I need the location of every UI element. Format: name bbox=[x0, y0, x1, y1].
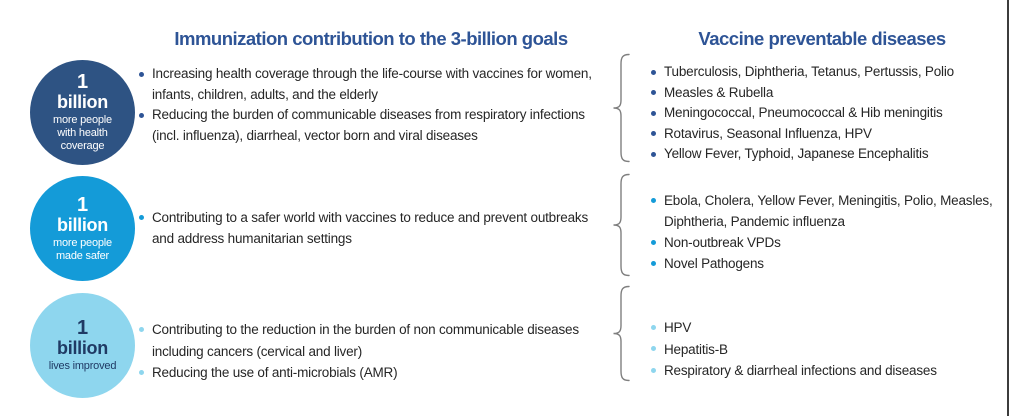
goals-column-header: Immunization contribution to the 3-billion goals bbox=[174, 28, 568, 49]
disease-bullet: Yellow Fever, Typhoid, Japanese Encephalitis bbox=[650, 144, 1002, 165]
circle-sublabel-line: made safer bbox=[55, 249, 109, 262]
disease-bullet: Ebola, Cholera, Yellow Fever, Meningitis, Polio, Measles, Diphtheria, Pandemic influenza bbox=[650, 190, 1002, 232]
disease-bullet: Respiratory & diarrheal infections and diseases bbox=[650, 360, 1002, 382]
circle-number: 1 bbox=[76, 71, 89, 93]
brace-row1-icon bbox=[611, 53, 631, 163]
circle-sublabel-line: more people bbox=[53, 114, 112, 126]
disease-bullet: Non-outbreak VPDs bbox=[650, 232, 1002, 253]
disease-bullet: Measles & Rubella bbox=[650, 83, 1002, 104]
circle-unit: billion bbox=[57, 338, 108, 358]
goal-bullet: Reducing the burden of communicable diseases from respiratory infections (incl. influenza), diarrheal, vector born and viral diseases bbox=[138, 105, 596, 146]
goal-bullet: Increasing health coverage through the life-course with vaccines for women, infants, children, adults, and the elderly bbox=[138, 64, 596, 105]
goals-list-row3 bbox=[138, 319, 596, 384]
disease-bullet: Rotavirus, Seasonal Influenza, HPV bbox=[650, 124, 1002, 145]
goal-bullet: Reducing the use of anti-microbials (AMR) bbox=[138, 362, 596, 384]
circle-1-billion-made-safer bbox=[30, 176, 135, 281]
circle-number: 1 bbox=[76, 193, 89, 216]
circle-sublabel bbox=[49, 360, 117, 373]
goals-list-row1 bbox=[138, 64, 596, 146]
circle-number: 1 bbox=[76, 317, 89, 339]
circle-sublabel-line: lives improved bbox=[48, 360, 117, 372]
circle-sublabel-line: more people bbox=[53, 236, 112, 249]
circle-unit: billion bbox=[57, 92, 108, 112]
circle-sublabel bbox=[53, 237, 112, 263]
circle-sublabel-line: with health bbox=[57, 127, 108, 139]
disease-bullet: Tuberculosis, Diphtheria, Tetanus, Pertussis, Polio bbox=[650, 62, 1002, 83]
disease-bullet: HPV bbox=[650, 317, 1002, 339]
diseases-column-header: Vaccine preventable diseases bbox=[698, 28, 946, 49]
diseases-list-row1 bbox=[650, 62, 1002, 165]
disease-bullet: Novel Pathogens bbox=[650, 253, 1002, 274]
goals-list-row2 bbox=[138, 207, 596, 249]
circle-sublabel-line: coverage bbox=[60, 140, 105, 152]
goal-bullet: Contributing to a safer world with vaccines to reduce and prevent outbreaks and address humanitarian settings bbox=[138, 207, 596, 249]
circle-1-billion-lives-improved bbox=[30, 293, 135, 398]
circle-sublabel bbox=[53, 114, 112, 153]
circle-1-billion-health-coverage bbox=[30, 60, 135, 165]
brace-row2-icon bbox=[611, 173, 631, 277]
diseases-list-row2 bbox=[650, 190, 1002, 274]
disease-bullet: Hepatitis-B bbox=[650, 339, 1002, 361]
diseases-list-row3 bbox=[650, 317, 1002, 382]
disease-bullet: Meningococcal, Pneumococcal & Hib meningitis bbox=[650, 103, 1002, 124]
brace-row3-icon bbox=[611, 285, 631, 382]
goal-bullet: Contributing to the reduction in the burden of non communicable diseases including cancers (cervical and liver) bbox=[138, 319, 596, 362]
slide-right-edge bbox=[1007, 0, 1009, 416]
circle-unit: billion bbox=[57, 214, 108, 235]
